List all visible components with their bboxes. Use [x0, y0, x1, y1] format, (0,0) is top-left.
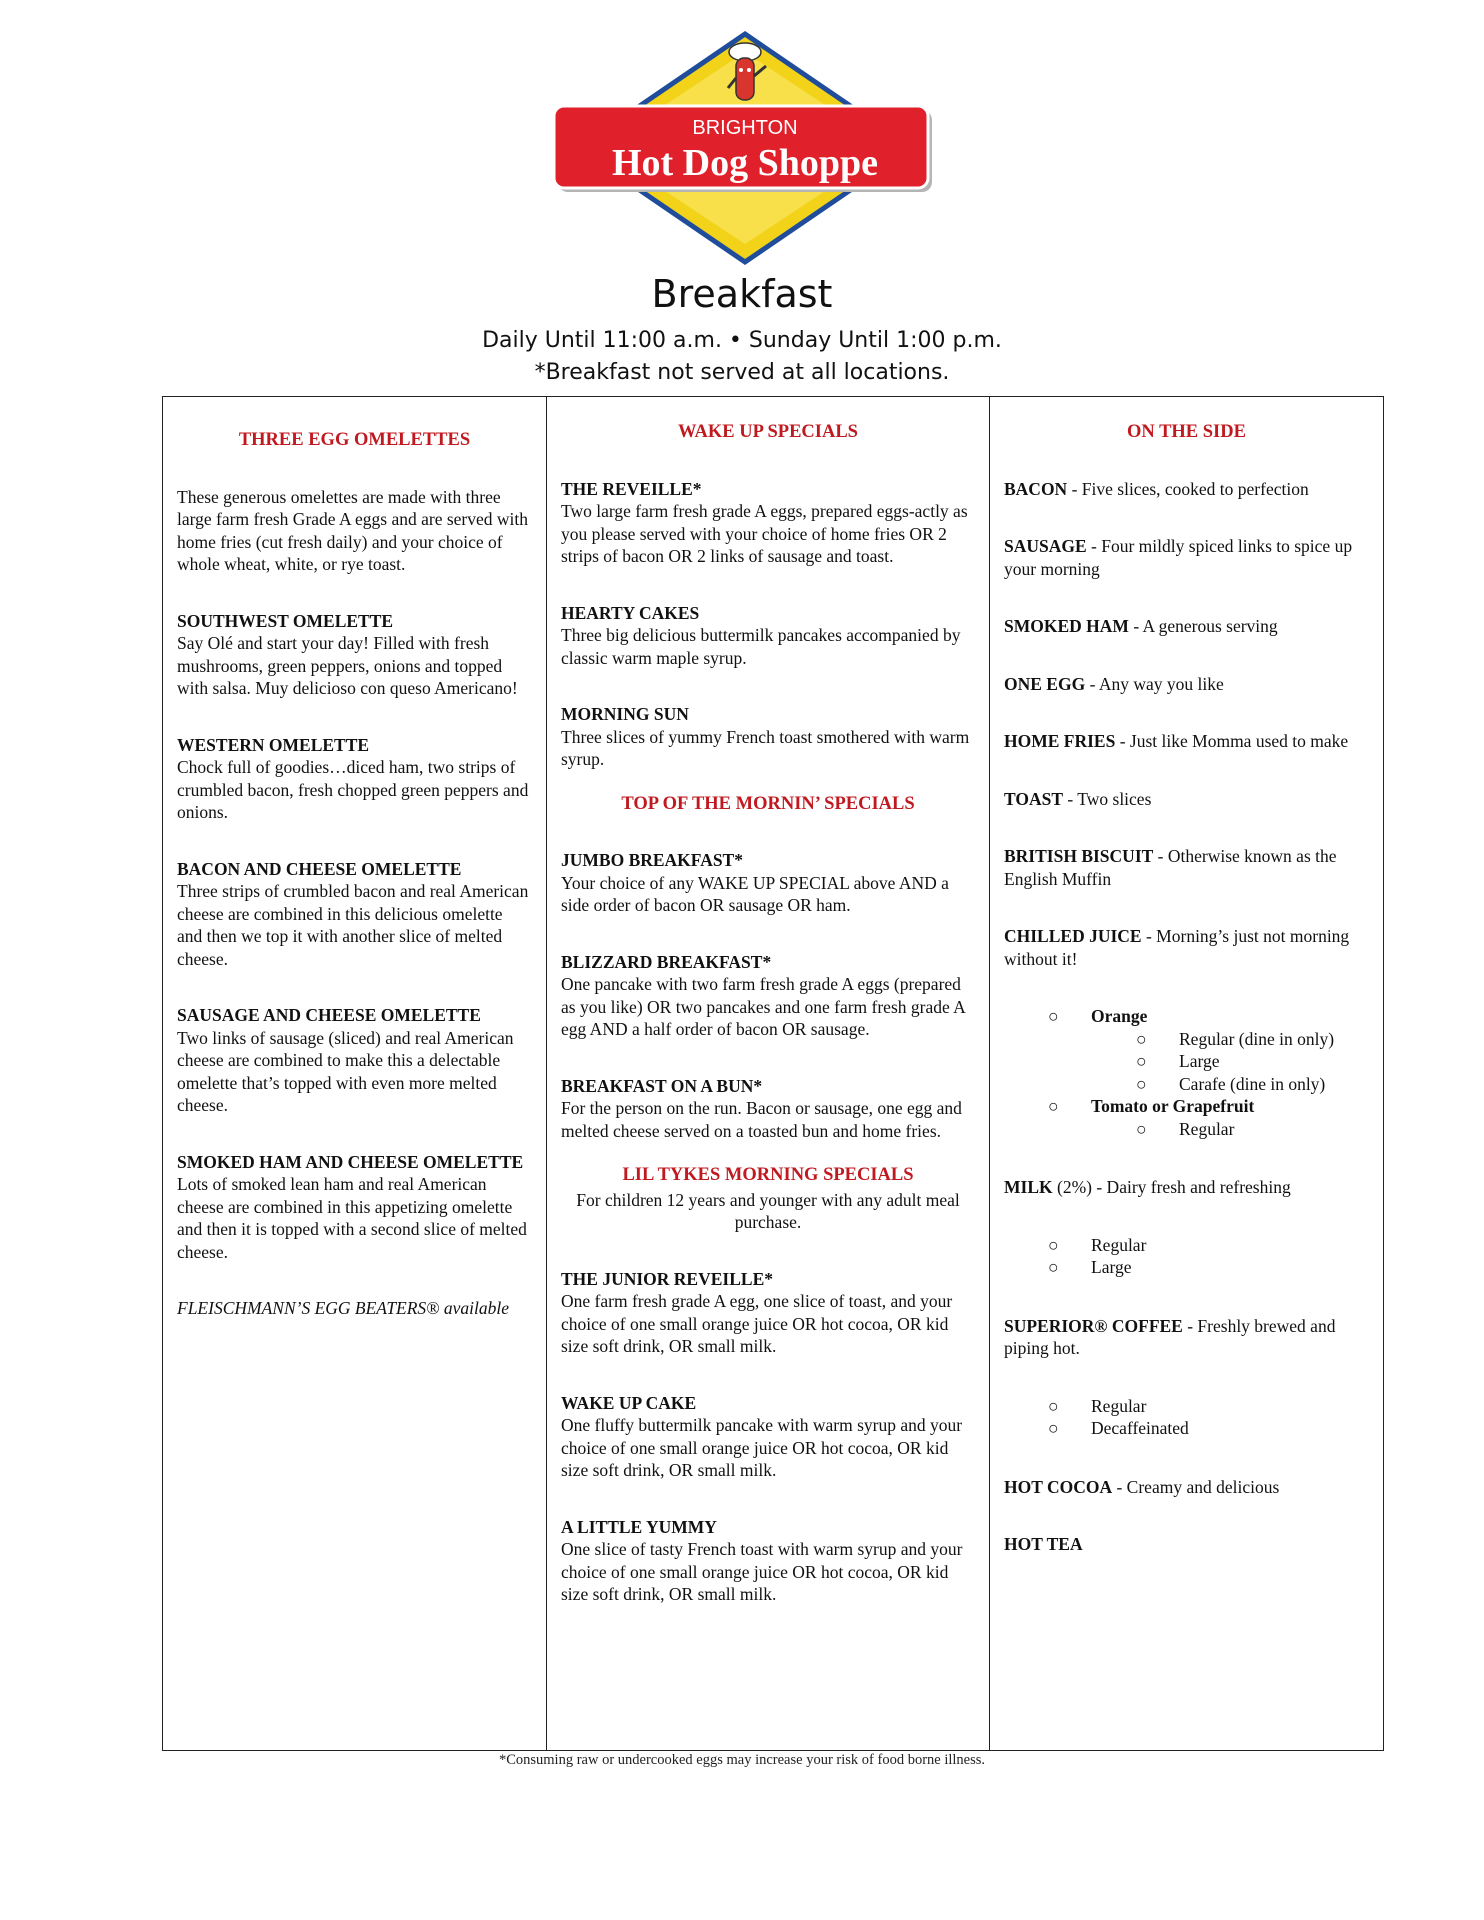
circle-bullet-icon: ○ [1048, 1418, 1059, 1438]
hours-text: Daily Until 11:00 a.m. • Sunday Until 1:00 p.m. [482, 328, 1002, 353]
milk-options [1004, 1234, 1369, 1279]
logo-top-text: BRIGHTON [692, 117, 798, 139]
item-name: HEARTY CAKES [561, 602, 700, 623]
menu-item [561, 703, 975, 771]
item-desc: - Just like Momma used to make [1115, 731, 1349, 751]
item-desc: - Otherwise known as the English Muffin [1004, 846, 1337, 889]
item-desc: - Two slices [1063, 788, 1152, 809]
menu-item [561, 1392, 975, 1482]
item-desc: - Five slices, cooked to perfection [1067, 478, 1309, 499]
circle-bullet-icon: ○ [1136, 1028, 1147, 1049]
item-desc: Three big delicious buttermilk pancakes accompanied by classic warm maple syrup. [561, 625, 961, 668]
circle-bullet-icon: ○ [1136, 1073, 1147, 1094]
side-item [1004, 535, 1369, 580]
list-item: ○ Regular [1048, 1395, 1147, 1416]
locations-note: *Breakfast not served at all locations. [534, 360, 950, 385]
menu-item [561, 1516, 975, 1606]
item-name: ONE EGG [1004, 673, 1086, 694]
menu-item [561, 1075, 975, 1143]
list-item: ○ Large [1048, 1257, 1132, 1277]
item-desc: - Any way you like [1085, 673, 1224, 694]
coffee-options [1004, 1395, 1369, 1440]
on-the-side-heading: ON THE SIDE [1127, 422, 1246, 442]
omelettes-intro: These generous omelettes are made with three large farm fresh Grade A eggs and are served with home fries (cut fresh daily) and your choice of whole wheat, white, or rye toast. [177, 486, 528, 574]
item-name: SMOKED HAM [1004, 616, 1129, 636]
list-item: ○ Orange [1048, 1006, 1148, 1026]
side-item [1004, 925, 1369, 970]
item-name: JUMBO BREAKFAST* [561, 850, 743, 870]
specials-column [547, 397, 990, 1750]
logo-main-text: Hot Dog Shoppe [611, 142, 879, 184]
item-name: THE REVEILLE* [561, 478, 702, 499]
omelettes-column [163, 397, 547, 1750]
item-name: MILK [1004, 1177, 1053, 1197]
menu-table [162, 396, 1384, 1751]
list-item: ○ Decaffeinated [1048, 1418, 1189, 1438]
side-item [1004, 1176, 1369, 1199]
item-name: WAKE UP CAKE [561, 1392, 697, 1413]
item-name: BRITISH BISCUIT [1004, 846, 1154, 866]
circle-bullet-icon: ○ [1136, 1118, 1147, 1139]
menu-item [561, 849, 975, 917]
item-desc: For the person on the run. Bacon or sausage, one egg and melted cheese served on a toasted bun and home fries. [561, 1098, 962, 1141]
item-desc: - A generous serving [1128, 616, 1278, 636]
circle-bullet-icon: ○ [1048, 1395, 1059, 1416]
item-name: SAUSAGE AND CHEESE OMELETTE [177, 1005, 481, 1025]
circle-bullet-icon: ○ [1048, 1096, 1059, 1116]
brighton-hot-dog-shoppe-logo [550, 30, 940, 270]
menu-item [177, 858, 532, 971]
item-name: BLIZZARD BREAKFAST* [561, 951, 772, 972]
item-name: MORNING SUN [561, 704, 689, 724]
item-name: CHILLED JUICE [1004, 926, 1142, 946]
menu-item [177, 1151, 532, 1264]
menu-item [561, 478, 975, 568]
item-desc: One farm fresh grade A egg, one slice of toast, and your choice of one small orange juice OR hot cocoa, OR kid size soft drink, OR small milk. [561, 1291, 953, 1356]
item-name: SMOKED HAM AND CHEESE OMELETTE [177, 1151, 524, 1172]
lil-tykes-heading: LIL TYKES MORNING SPECIALS [622, 1165, 914, 1185]
menu-item [177, 610, 532, 700]
item-name: HOT TEA [1004, 1534, 1083, 1554]
side-item [1004, 1476, 1369, 1499]
list-item: ○ Regular [1136, 1118, 1235, 1139]
item-desc: Lots of smoked lean ham and real American cheese are combined in this appetizing omelette and then it is topped with a second slice of melted cheese. [177, 1174, 527, 1262]
circle-bullet-icon: ○ [1136, 1051, 1147, 1071]
item-name: BREAKFAST ON A BUN* [561, 1075, 763, 1096]
item-desc: - Freshly brewed and piping hot. [1004, 1315, 1336, 1358]
side-item [1004, 845, 1369, 890]
egg-beaters-note: FLEISCHMANN’S EGG BEATERS® available [177, 1298, 509, 1318]
item-name: THE JUNIOR REVEILLE* [561, 1268, 773, 1289]
side-item [1004, 1533, 1369, 1556]
side-item [1004, 788, 1369, 811]
lil-tykes-subheading: For children 12 years and younger with any adult meal purchase. [576, 1189, 960, 1232]
item-desc: - Creamy and delicious [1112, 1476, 1280, 1497]
top-of-the-mornin-heading: TOP OF THE MORNIN’ SPECIALS [621, 793, 915, 814]
item-desc: Three strips of crumbled bacon and real American cheese are combined in this delicious omelette and then we top it with another slice of melted cheese. [177, 881, 529, 969]
item-name: WESTERN OMELETTE [177, 734, 370, 755]
omelettes-heading: THREE EGG OMELETTES [238, 430, 471, 450]
juice-options [1004, 1005, 1369, 1140]
item-name: BACON [1004, 478, 1068, 499]
item-name: HOT COCOA [1004, 1476, 1113, 1497]
list-item: ○ Tomato or Grapefruit [1048, 1096, 1255, 1116]
item-desc: Chock full of goodies…diced ham, two strips of crumbled bacon, fresh chopped green peppers and onions. [177, 757, 529, 822]
list-item: ○ Regular (dine in only) [1136, 1028, 1335, 1049]
side-item [1004, 673, 1369, 696]
circle-bullet-icon: ○ [1048, 1006, 1059, 1026]
side-item [1004, 478, 1369, 501]
menu-item [561, 1268, 975, 1358]
side-item [1004, 730, 1369, 753]
item-desc: Three slices of yummy French toast smothered with warm syrup. [561, 726, 970, 769]
wake-up-specials-heading: WAKE UP SPECIALS [678, 422, 858, 442]
item-desc: - Four mildly spiced links to spice up your morning [1004, 536, 1353, 579]
item-name: SAUSAGE [1004, 536, 1087, 556]
item-desc: - Morning’s just not morning without it! [1004, 926, 1350, 969]
item-desc: Your choice of any WAKE UP SPECIAL above AND a side order of bacon OR sausage OR ham. [561, 872, 949, 915]
menu-item [177, 734, 532, 824]
item-desc: Say Olé and start your day! Filled with fresh mushrooms, green peppers, onions and topped with salsa. Muy delicioso con queso Americano! [177, 633, 518, 698]
item-desc: Two links of sausage (sliced) and real American cheese are combined to make this a delectable omelette that’s topped with even more melted cheese. [177, 1027, 514, 1115]
sides-column [990, 397, 1383, 1750]
item-desc: One pancake with two farm fresh grade A eggs (prepared as you like) OR two pancakes and one farm fresh grade A egg AND a half order of bacon OR sausage. [561, 974, 965, 1039]
item-name: BACON AND CHEESE OMELETTE [177, 858, 462, 879]
item-desc: One slice of tasty French toast with warm syrup and your choice of one small orange juice OR hot cocoa, OR kid size soft drink, OR small milk. [561, 1539, 963, 1604]
menu-item [561, 951, 975, 1041]
item-desc: (2%) - Dairy fresh and refreshing [1052, 1177, 1291, 1197]
item-desc: One fluffy buttermilk pancake with warm syrup and your choice of one small orange juice OR hot cocoa, OR kid size soft drink, OR small milk. [561, 1415, 963, 1480]
circle-bullet-icon: ○ [1048, 1234, 1059, 1255]
page-title: Breakfast [651, 272, 833, 316]
item-name: SUPERIOR® COFFEE [1004, 1315, 1183, 1336]
menu-item [561, 602, 975, 670]
item-name: TOAST [1004, 788, 1064, 809]
item-name: A LITTLE YUMMY [561, 1516, 717, 1537]
item-desc: Two large farm fresh grade A eggs, prepared eggs-actly as you please served with your choice of home fries OR 2 strips of bacon OR 2 links of sausage and toast. [561, 501, 968, 566]
list-item: ○ Regular [1048, 1234, 1147, 1255]
menu-item [177, 1004, 532, 1117]
circle-bullet-icon: ○ [1048, 1257, 1059, 1277]
item-name: SOUTHWEST OMELETTE [177, 610, 394, 631]
list-item: ○ Carafe (dine in only) [1136, 1073, 1326, 1094]
list-item: ○ Large [1136, 1051, 1220, 1071]
side-item [1004, 615, 1369, 638]
side-item [1004, 1315, 1369, 1360]
item-name: HOME FRIES [1004, 731, 1116, 751]
food-safety-footnote: *Consuming raw or undercooked eggs may increase your risk of food borne illness. [498, 1752, 986, 1768]
